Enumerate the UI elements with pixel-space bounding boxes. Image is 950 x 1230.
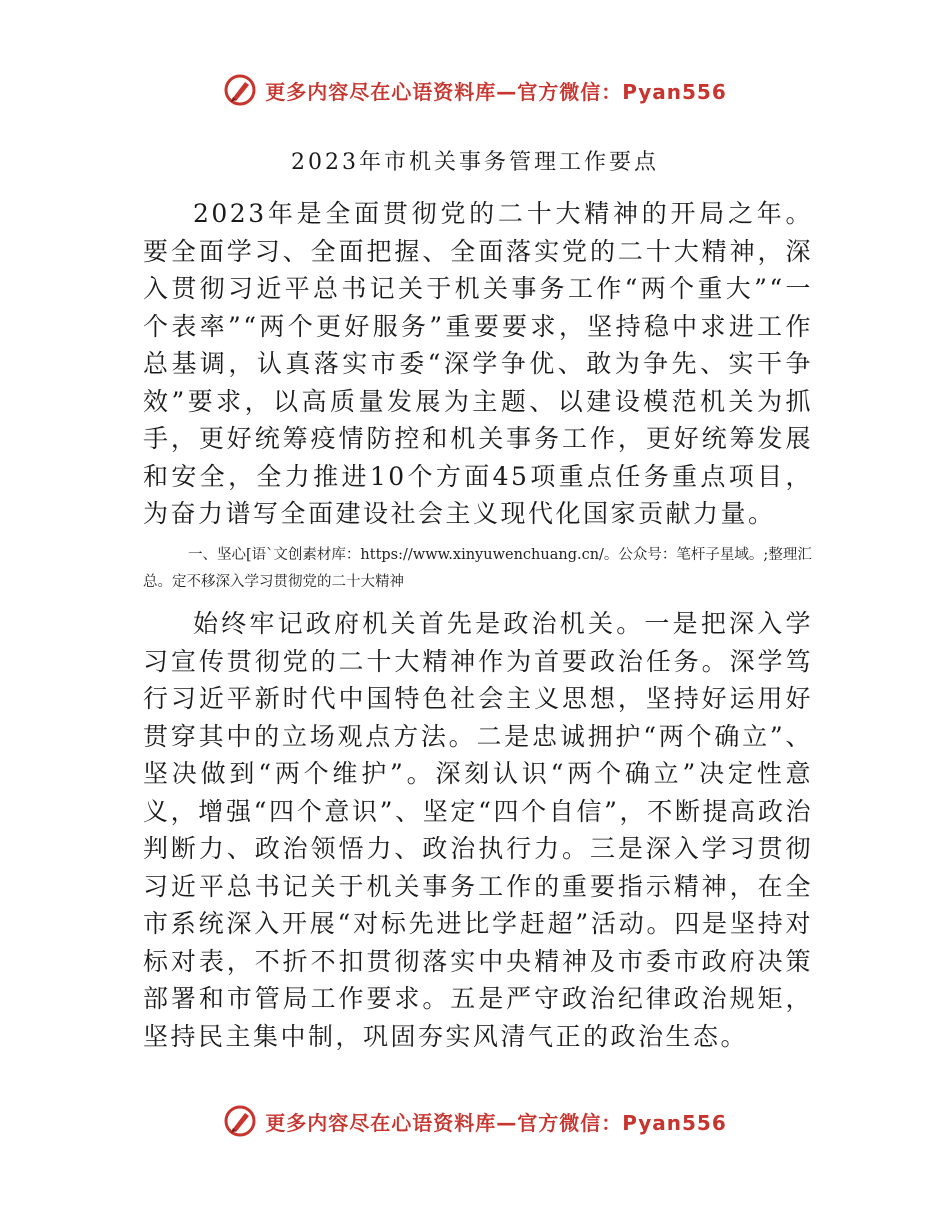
header-watermark-text: 更多内容尽在心语资料库—官方微信：Pyan556 — [265, 79, 727, 104]
document-title: 2023年市机关事务管理工作要点 — [291, 150, 659, 175]
section-heading: 一、坚心[语`文创素材库：https://www.xinyuwenchuang.cn/。公众号：笔杆子星域。;整理汇总。定不移深入学习贯彻党的二十大精神 — [143, 547, 812, 590]
pen-logo-icon — [223, 1104, 257, 1138]
pen-logo-icon — [223, 73, 257, 107]
intro-paragraph: 2023年是全面贯彻党的二十大精神的开局之年。要全面学习、全面把握、全面落实党的二十大精神，深入贯彻习近平总书记关于机关事务工作“两个重大”“一个表率”“两个更好服务”重要要求，坚持稳中求进工作总基调，认真落实市委“深学争优、敢为争先、实干争效”要求，以高质量发展为主题、以建设模范机关为抓手，更好统筹疫情防控和机关事务工作，更好统筹发展和安全，全力推进10个方面45项重点任务重点项目，为奋力谱写全面建设社会主义现代化国家贡献力量。 — [143, 199, 813, 528]
footer-watermark-text: 更多内容尽在心语资料库—官方微信：Pyan556 — [265, 1110, 727, 1135]
header-watermark-banner — [0, 70, 950, 110]
footer-watermark-banner — [0, 1101, 950, 1141]
body-paragraph: 始终牢记政府机关首先是政治机关。一是把深入学习宣传贯彻党的二十大精神作为首要政治任务。深学笃行习近平新时代中国特色社会主义思想，坚持好运用好贯穿其中的立场观点方法。二是忠诚拥护“两个确立”、坚决做到“两个维护”。深刻认识“两个确立”决定性意义，增强“四个意识”、坚定“四个自信”，不断提高政治判断力、政治领悟力、政治执行力。三是深入学习贯彻习近平总书记关于机关事务工作的重要指示精神，在全市系统深入开展“对标先进比学赶超”活动。四是坚持对标对表，不折不扣贯彻落实中央精神及市委市政府决策部署和市管局工作要求。五是严守政治纪律政治规矩，坚持民主集中制，巩固夯实风清气正的政治生态。 — [143, 609, 813, 1051]
